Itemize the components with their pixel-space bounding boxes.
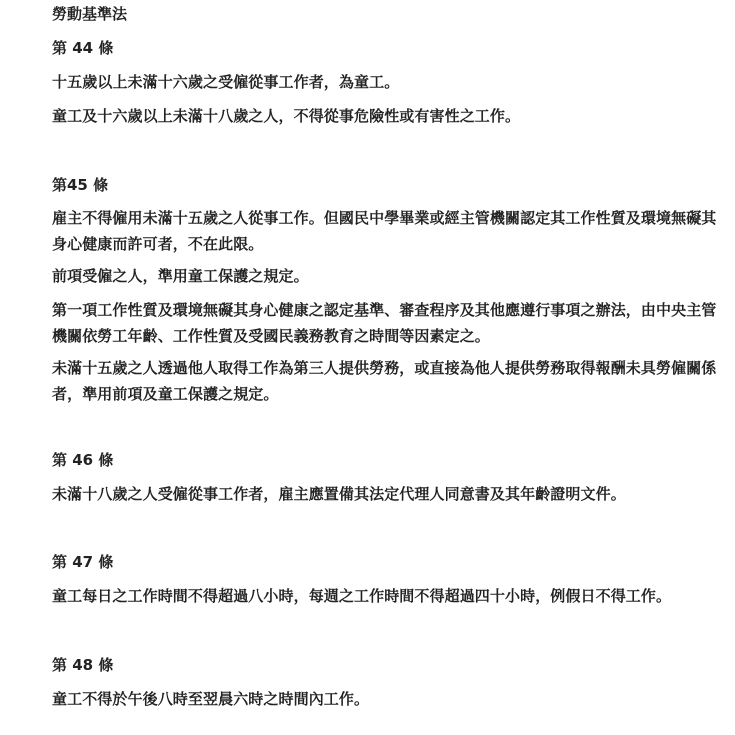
article-45-paragraph-4: 未滿十五歲之人透過他人取得工作為第三人提供勞務，或直接為他人提供勞務取得報酬未具勞僱關係者，準用前項及童工保護之規定。 <box>52 359 717 403</box>
article-45-paragraph-1: 雇主不得僱用未滿十五歲之人從事工作。但國民中學畢業或經主管機關認定其工作性質及環境無礙其身心健康而許可者，不在此限。 <box>52 209 717 253</box>
article-44-paragraph-1: 十五歲以上未滿十六歲之受僱從事工作者，為童工。 <box>52 73 400 91</box>
article-48-paragraph-1: 童工不得於午後八時至翌晨六時之時間內工作。 <box>52 690 370 708</box>
law-title: 勞動基準法 <box>52 5 128 23</box>
article-47-heading: 第 47 條 <box>52 553 114 571</box>
article-47-paragraph-1: 童工每日之工作時間不得超過八小時，每週之工作時間不得超過四十小時，例假日不得工作。 <box>52 587 672 605</box>
article-44-heading: 第 44 條 <box>52 39 114 57</box>
article-48-heading: 第 48 條 <box>52 656 114 674</box>
article-45-paragraph-3: 第一項工作性質及環境無礙其身心健康之認定基準、審查程序及其他應遵行事項之辦法，由中央主管機關依勞工年齡、工作性質及受國民義務教育之時間等因素定之。 <box>52 301 717 345</box>
article-44-paragraph-2: 童工及十六歲以上未滿十八歲之人，不得從事危險性或有害性之工作。 <box>52 107 521 125</box>
article-45-paragraph-2: 前項受僱之人，準用童工保護之規定。 <box>52 267 309 285</box>
article-46-paragraph-1: 未滿十八歲之人受僱從事工作者，雇主應置備其法定代理人同意書及其年齡證明文件。 <box>52 485 626 503</box>
article-46-heading: 第 46 條 <box>52 451 114 469</box>
article-45-heading: 第45 條 <box>52 176 109 194</box>
